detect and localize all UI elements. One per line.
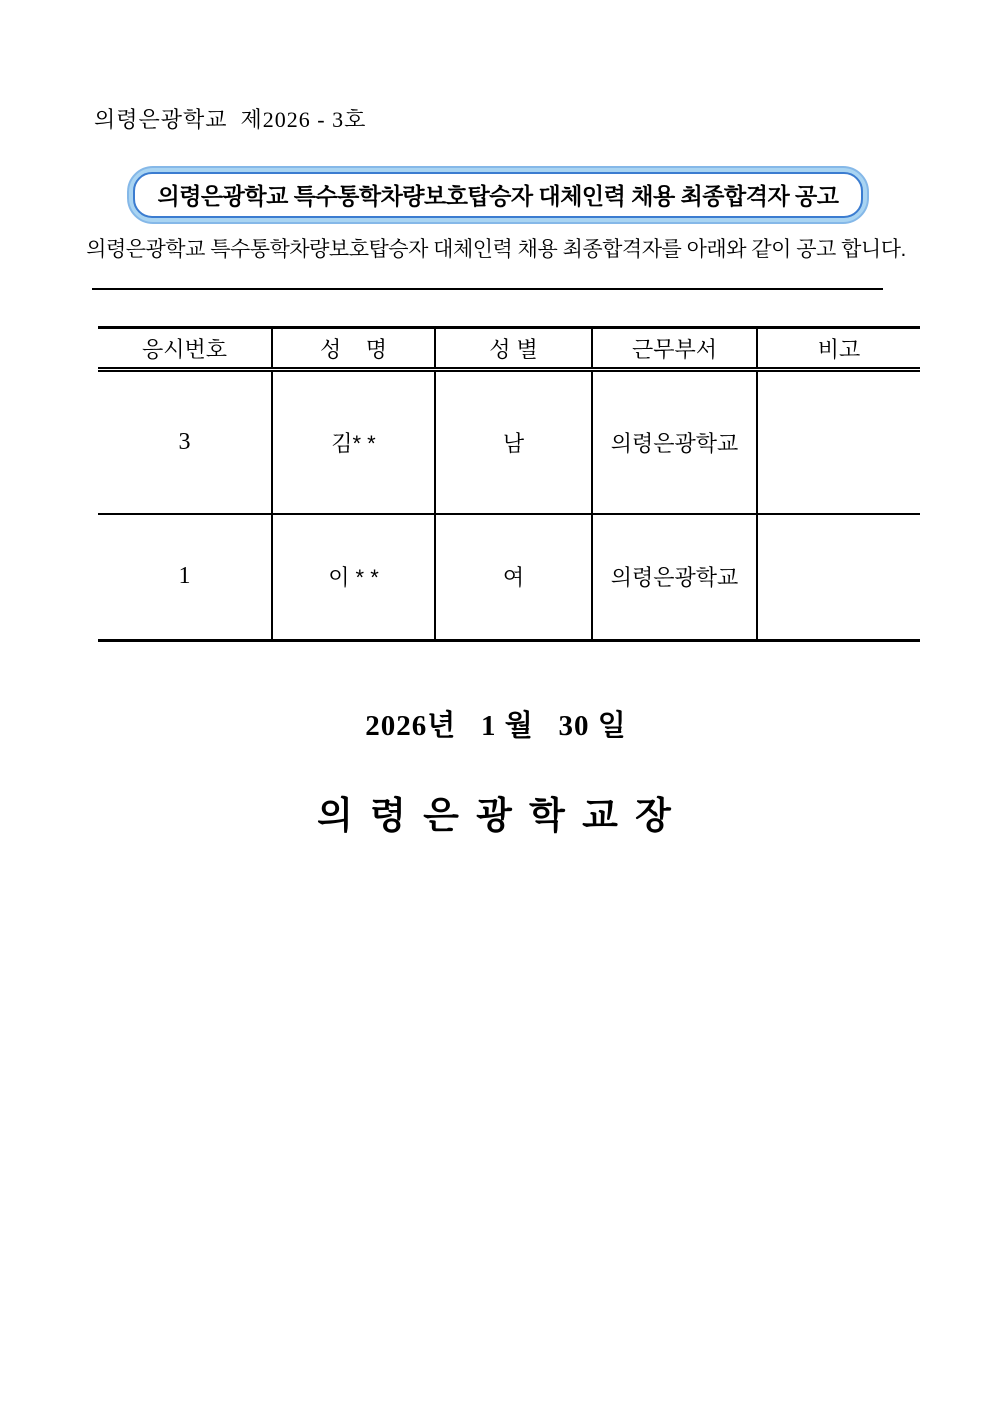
header-cell-department: 근무부서 [592,328,757,370]
cell-name: 이 * * [272,514,435,641]
header-cell-gender: 성 별 [435,328,592,370]
document-number: 의령은광학교 제2026 - 3호 [94,107,367,132]
table-header-row [98,328,920,370]
table-row [98,514,920,641]
results-table [98,326,920,642]
cell-exam-no: 3 [98,370,272,514]
cell-gender: 여 [435,514,592,641]
date-line: 2026년 1 월 30 일 [365,710,627,742]
cell-note [757,370,920,514]
cell-note [757,514,920,641]
cell-gender: 남 [435,370,592,514]
cell-name: 김* * [272,370,435,514]
header-cell-name: 성 명 [272,328,435,370]
header-cell-exam-no: 응시번호 [98,328,272,370]
intro-text: 의령은광학교 특수통학차량보호탑승자 대체인력 채용 최종합격자를 아래와 같이 공고 합니다. [86,238,906,261]
title-banner [127,166,869,224]
page-title: 의령은광학교 특수통학차량보호탑승자 대체인력 채용 최종합격자 공고 [133,172,863,218]
cell-department: 의령은광학교 [592,370,757,514]
cell-exam-no: 1 [178,563,191,590]
cell-department: 의령은광학교 [592,514,757,641]
header-cell-note: 비고 [757,328,920,370]
divider-line [92,288,883,290]
signature-line: 의 령 은 광 학 교 장 [317,796,675,837]
table-row [98,370,920,514]
